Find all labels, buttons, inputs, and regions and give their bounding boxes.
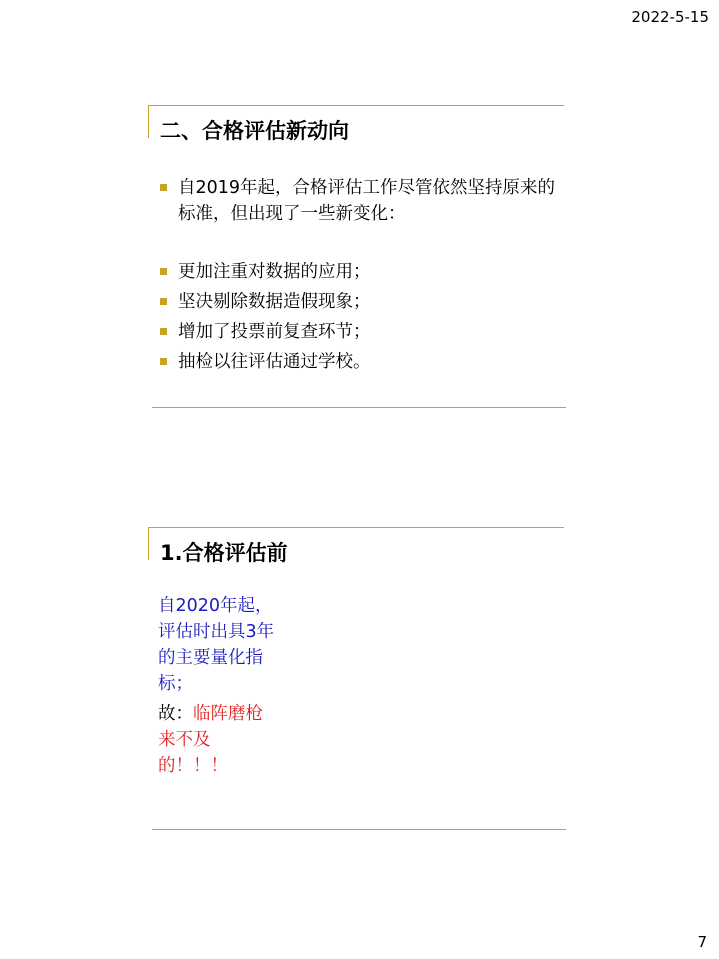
bullet-square-icon bbox=[160, 184, 167, 191]
list-item bbox=[158, 259, 558, 285]
paragraph-1: 自2020年起，评估时出具3年的主要量化指标； bbox=[158, 596, 275, 694]
bullet-text: 坚决剔除数据造假现象； bbox=[178, 292, 371, 312]
paragraph-2-prefix: 故： bbox=[158, 704, 193, 724]
bullet-text: 增加了投票前复查环节； bbox=[178, 322, 371, 342]
slide-title: 二、合格评估新动向 bbox=[160, 119, 349, 143]
bullet-square-icon bbox=[160, 328, 167, 335]
bullet-square-icon bbox=[160, 268, 167, 275]
bullet-text: 更加注重对数据的应用； bbox=[178, 262, 371, 282]
paragraph-2 bbox=[158, 701, 280, 779]
date-header: 2022-5-15 bbox=[631, 8, 709, 26]
list-item bbox=[158, 319, 558, 345]
bullet-square-icon bbox=[160, 298, 167, 305]
list-item bbox=[158, 175, 558, 227]
slide-2 bbox=[148, 527, 568, 832]
list-item bbox=[158, 289, 558, 315]
bullet-text: 自2019年起，合格评估工作尽管依然坚持原来的标准，但出现了一些新变化： bbox=[178, 178, 556, 224]
paragraph-2-emphasis: 临阵磨枪来不及的！！！ bbox=[158, 704, 263, 776]
bullet-text: 抽检以往评估通过学校。 bbox=[178, 352, 371, 372]
list-item bbox=[158, 349, 558, 375]
slide-title: 1.合格评估前 bbox=[160, 541, 288, 565]
page-number: 7 bbox=[697, 933, 707, 951]
divider bbox=[152, 829, 566, 830]
slide-1 bbox=[148, 105, 568, 410]
slide-body bbox=[158, 593, 280, 783]
bullet-list bbox=[158, 175, 558, 375]
divider bbox=[152, 407, 566, 408]
bullet-square-icon bbox=[160, 358, 167, 365]
